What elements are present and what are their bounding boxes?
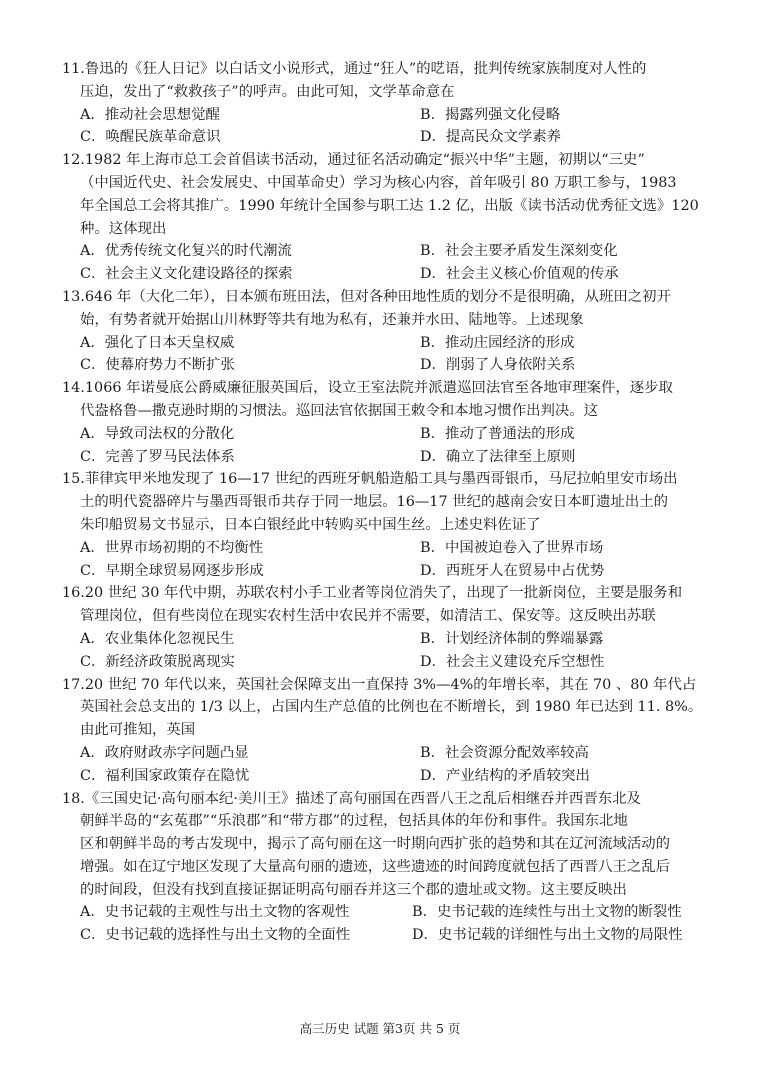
option-a: A．导致司法权的分散化	[80, 425, 235, 442]
answer-options	[62, 240, 702, 286]
question-stem-line: 区和朝鲜半岛的考古发现中，揭示了高句丽在这一时期向西扩张的趋势和其在辽河流域活动的	[80, 836, 671, 853]
question-13	[62, 286, 702, 377]
question-12	[62, 149, 702, 286]
answer-options	[62, 628, 702, 674]
option-d: D．社会主义建设充斥空想性	[420, 653, 605, 670]
question-stem-line: 英国社会总支出的 1/3 以上，占国内生产总值的比例也在不断增长，到 1980 年已达到 11. 8%。	[80, 699, 703, 716]
question-stem-line: 始，有势者就开始据山川林野等共有地为私有，还兼并水田、陆地等。上述现象	[80, 311, 584, 328]
option-a: A．强化了日本天皇权威	[80, 334, 235, 351]
question-stem-line: 11.鲁迅的《狂人日记》以白话文小说形式，通过“狂人”的呓语，批判传统家族制度对人性的	[62, 61, 647, 77]
answer-options	[62, 742, 702, 788]
question-stem-line: 增强。如在辽宁地区发现了大量高句丽的遗迹，这些遗迹的时间跨度就包括了西晋八王之乱后	[80, 858, 671, 875]
question-stem-line: （中国近代史、社会发展史、中国革命史）学习为核心内容，首年吸引 80 万职工参与，1983	[80, 174, 677, 191]
option-b: B．社会主要矛盾发生深刻变化	[420, 243, 618, 260]
option-c: C．社会主义文化建设路径的探索	[80, 266, 293, 283]
question-stem-line: 种。这体现出	[80, 220, 167, 237]
question-stem-line: 管理岗位，但有些岗位在现实农村生活中农民并不需要，如清洁工、保安等。这反映出苏联	[80, 608, 656, 625]
option-d: D．社会主义核心价值观的传承	[420, 266, 619, 283]
option-d: D．提高民众文学素养	[420, 129, 562, 146]
question-15	[62, 468, 702, 582]
answer-options	[62, 901, 702, 947]
question-16	[62, 582, 702, 673]
question-11	[62, 58, 702, 149]
question-14	[62, 377, 702, 468]
option-b: B．社会资源分配效率较高	[420, 744, 589, 761]
question-stem-line: 的时间段，但没有找到直接证据证明高句丽吞并这三个郡的遗址或文物。这主要反映出	[80, 881, 627, 898]
option-b: B．推动庄园经济的形成	[420, 334, 575, 351]
question-stem-line: 年全国总工会将其推广。1990 年统计全国参与职工达 1.2 亿，出版《读书活动优秀征文选》120	[80, 197, 699, 214]
page-footer: 高三历史 试题 第3页 共 5 页	[299, 1021, 461, 1036]
option-b: B．史书记载的连续性与出土文物的断裂性	[412, 904, 682, 921]
option-d: D．确立了法律至上原则	[420, 448, 576, 465]
question-list	[62, 58, 702, 947]
option-a: A．政府财政赤字问题凸显	[80, 744, 249, 761]
answer-options	[62, 104, 702, 150]
answer-options	[62, 537, 702, 583]
option-a: A．史书记载的主观性与出土文物的客观性	[80, 904, 350, 921]
option-c: C．早期全球贸易网逐步形成	[80, 562, 264, 579]
answer-options	[62, 423, 702, 469]
option-c: C．史书记载的选择性与出土文物的全面性	[80, 927, 351, 944]
answer-options	[62, 332, 702, 378]
option-a: A．推动社会思想觉醒	[80, 106, 220, 123]
question-stem-line: 15.菲律宾甲米地发现了 16—17 世纪的西班牙帆船造船工具与墨西哥银币，马尼拉帕里安市场出	[62, 471, 678, 488]
question-stem-line: 18.《三国史记·高句丽本纪·美川王》描述了高句丽国在西晋八王之乱后相继吞并西晋东北及	[62, 790, 641, 807]
option-d: D．史书记载的详细性与出土文物的局限性	[412, 927, 683, 944]
option-a: A．优秀传统文化复兴的时代潮流	[80, 243, 292, 260]
option-a: A．世界市场初期的不均衡性	[80, 539, 264, 556]
question-17	[62, 674, 702, 788]
question-stem-line: 朱印船贸易文书显示，日本白银经此中转购买中国生丝。上述史料佐证了	[80, 516, 541, 533]
option-b: B．揭露列强文化侵略	[420, 106, 561, 123]
question-stem-line: 14.1066 年诺曼底公爵威廉征服英国后，设立王室法院并派遣巡回法官至各地审理案件，逐步取	[62, 380, 673, 397]
question-stem-line: 13.646 年（大化二年），日本颁布班田法，但对各种田地性质的划分不是很明确，从班田之初开	[62, 288, 671, 305]
option-b: B．计划经济体制的弊端暴露	[420, 630, 604, 647]
question-stem-line: 17.20 世纪 70 年代以来，英国社会保障支出一直保持 3%—4%的年增长率，其在 70 、80 年代占	[62, 676, 697, 693]
question-stem-line: 土的明代瓷器碎片与墨西哥银币共存于同一地层。16—17 世纪的越南会安日本町遗址出土的	[80, 494, 669, 511]
option-d: D．西班牙人在贸易中占优势	[420, 562, 605, 579]
option-d: D．产业结构的矛盾较突出	[420, 767, 590, 784]
option-a: A．农业集体化忽视民生	[80, 630, 235, 647]
question-stem-line: 由此可推知，英国	[80, 722, 196, 739]
question-stem-line: 压迫，发出了“救救孩子”的呼声。由此可知，文学革命意在	[80, 83, 455, 100]
option-d: D．削弱了人身依附关系	[420, 357, 576, 374]
option-c: C．使幕府势力不断扩张	[80, 357, 235, 374]
question-stem-line: 朝鲜半岛的“玄菟郡”“乐浪郡”和“带方郡”的过程，包括具体的年份和事件。我国东北地	[80, 813, 628, 830]
option-b: B．推动了普通法的形成	[420, 425, 575, 442]
option-c: C．新经济政策脱离现实	[80, 653, 235, 670]
question-stem-line: 16.20 世纪 30 年代中期，苏联农村小手工业者等岗位消失了，出现了一批新岗位，主要是服务和	[62, 585, 683, 602]
question-18	[62, 788, 702, 948]
option-b: B．中国被迫卷入了世界市场	[420, 539, 604, 556]
option-c: C．完善了罗马民法体系	[80, 448, 235, 465]
question-stem-line: 12.1982 年上海市总工会首倡读书活动，通过征名活动确定“振兴中华”主题，初期以“三史”	[62, 152, 645, 169]
question-stem-line: 代盎格鲁—撒克逊时期的习惯法。巡回法官依据国王敕令和本地习惯作出判决。这	[80, 402, 599, 419]
option-c: C．福利国家政策存在隐忧	[80, 767, 250, 784]
option-c: C．唤醒民族革命意识	[80, 129, 221, 146]
